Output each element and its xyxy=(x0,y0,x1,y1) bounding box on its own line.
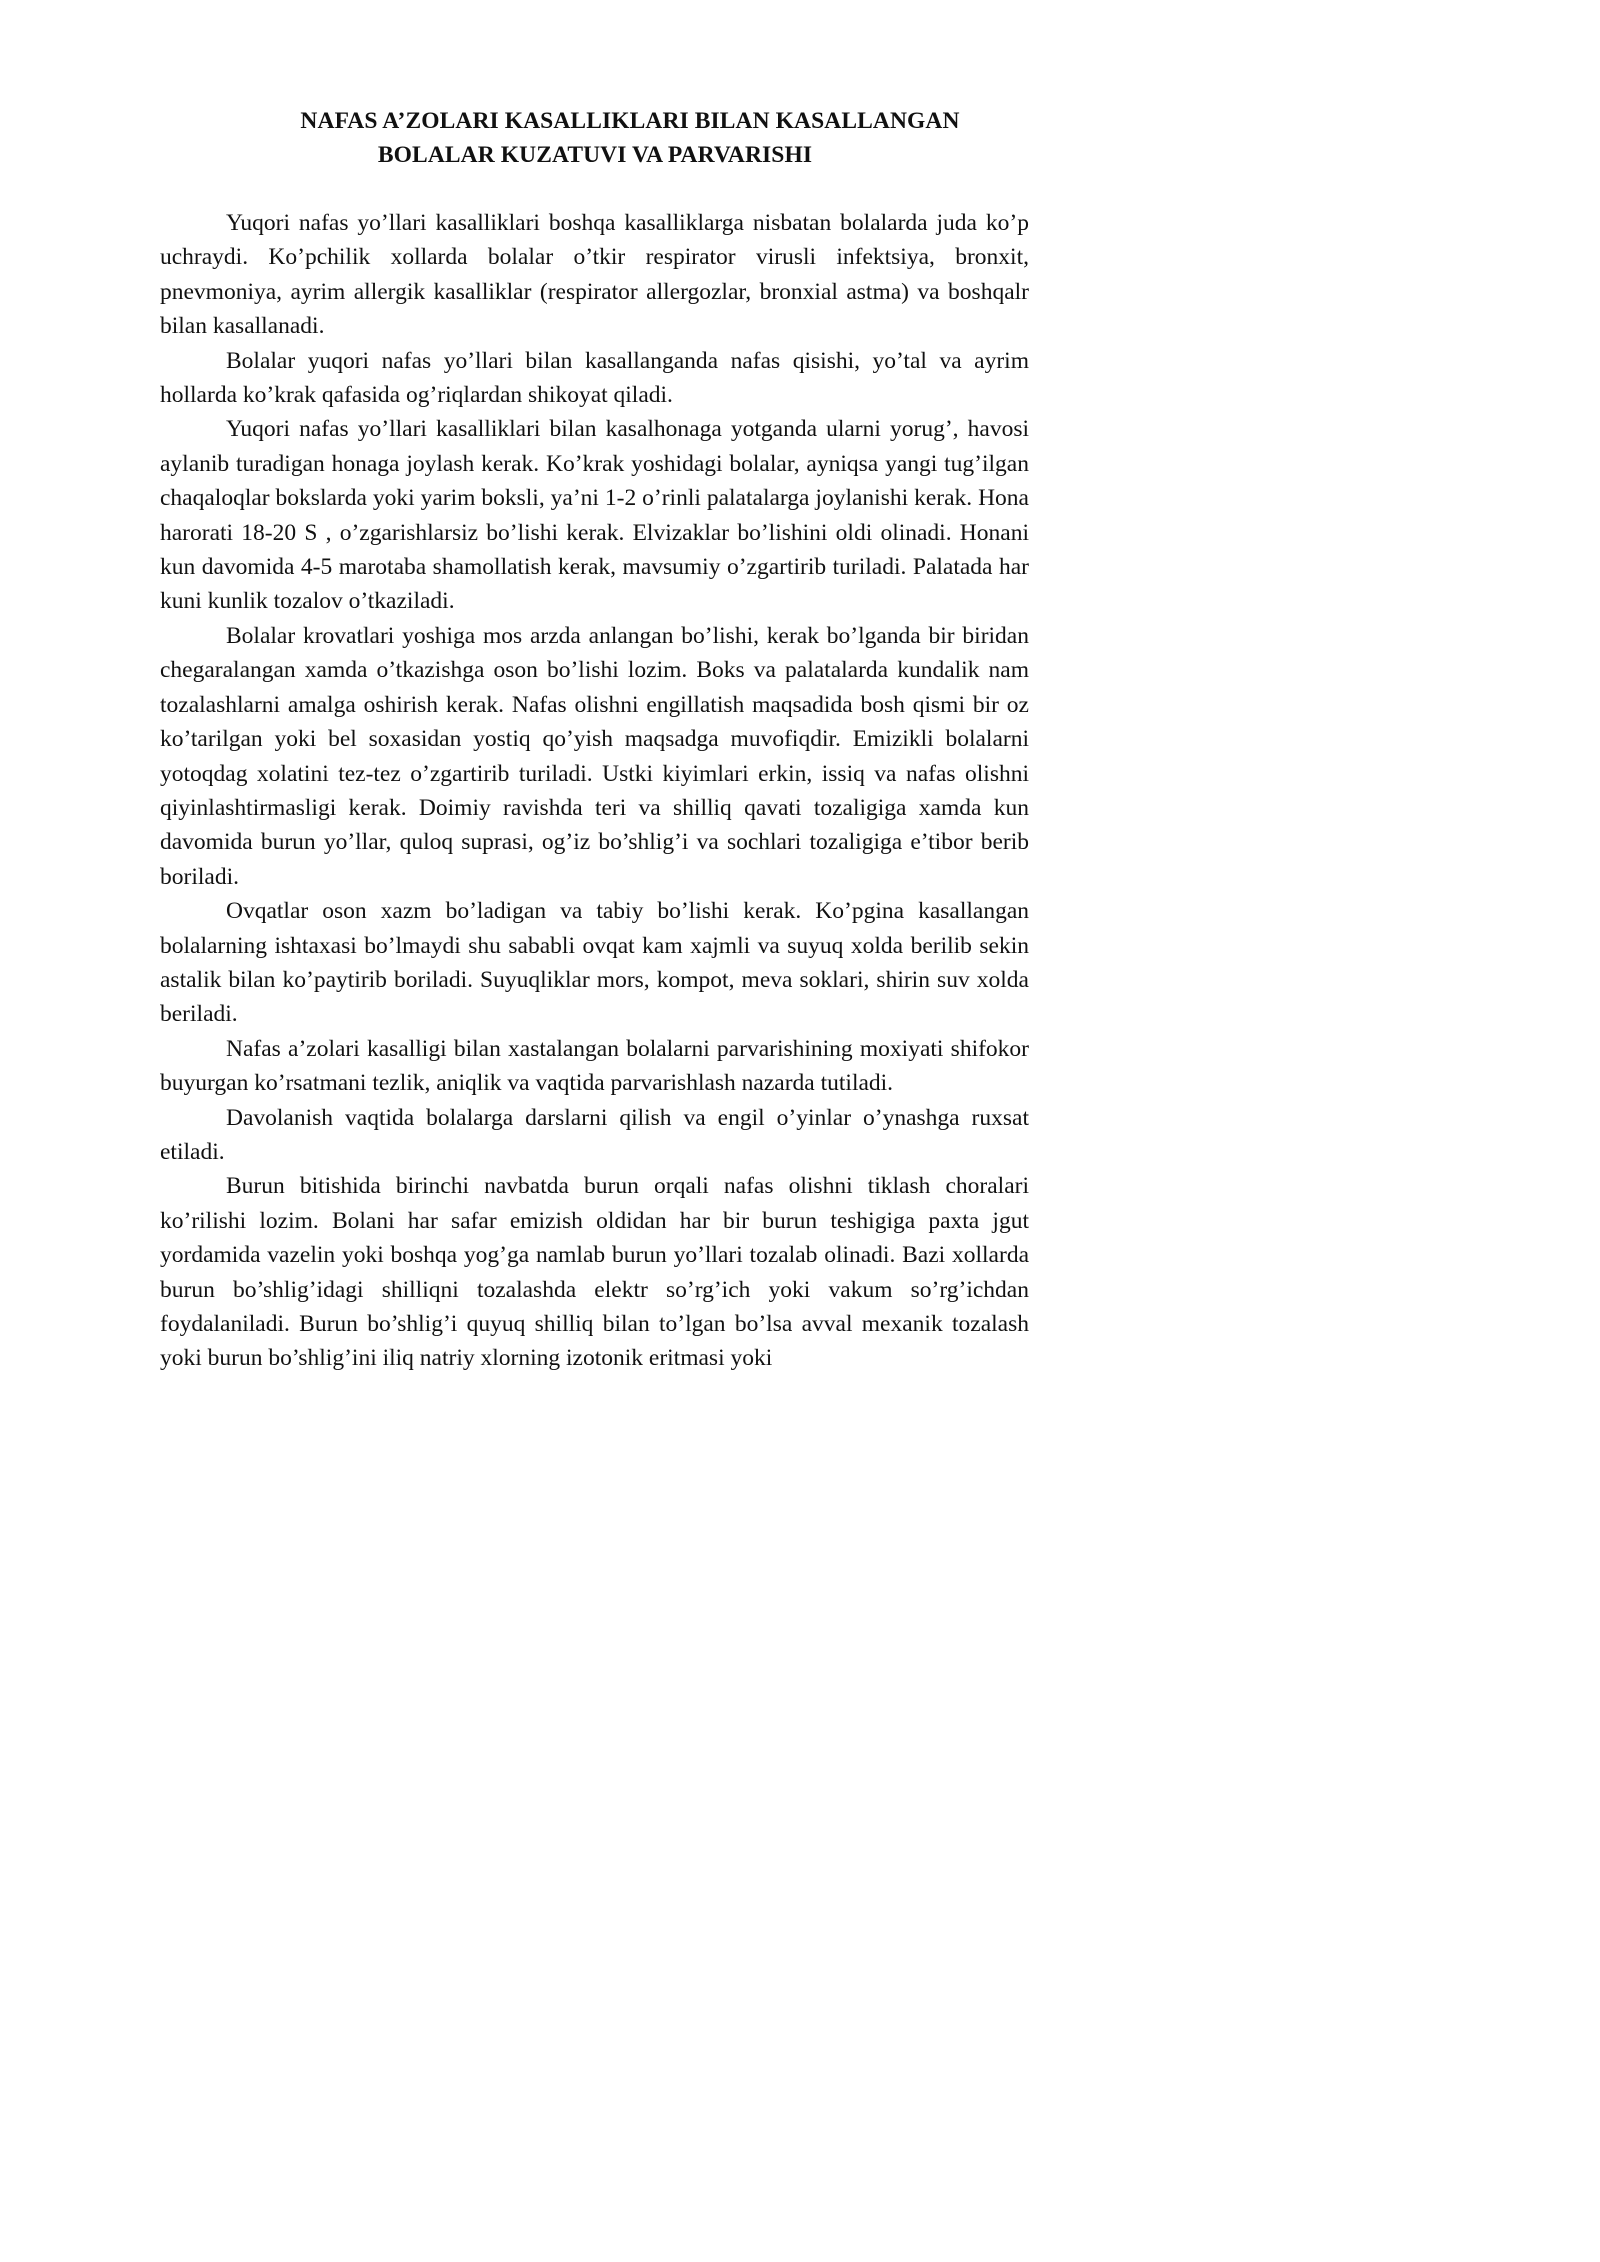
document-page xyxy=(0,0,1100,1556)
paragraph-1: Yuqori nafas yo’llari kasalliklari boshqa kasalliklarga nisbatan bolalarda juda ko’p uchraydi. Ko’pchilik xollarda bolalar o’tkir respirator virusli infektsiya, bronxit, pnevmoniya, ayrim allergik kasalliklar (respirator allergozlar, bronxial astma) va boshqalr bilan kasallanadi. xyxy=(160,210,1029,340)
paragraph-8: Burun bitishida birinchi navbatda burun orqali nafas olishni tiklash choralari ko’rilishi lozim. Bolani har safar emizish oldidan har bir burun teshigiga paxta jgut yordamida vazelin yoki boshqa yog’ga namlab burun yo’llari tozalab olinadi. Bazi xollarda burun bo’shlig’idagi shilliqni tozalashda elektr so’rg’ich yoki vakum so’rg’ichdan foydalaniladi. Burun bo’shlig’i quyuq shilliq bilan to’lgan bo’lsa avval mexanik tozalash yoki burun bo’shlig’ini iliq natriy xlorning izotonik eritmasi yoki xyxy=(160,1173,1029,1372)
paragraph-5: Ovqatlar oson xazm bo’ladigan va tabiy bo’lishi kerak. Ko’pgina kasallangan bolalarning ishtaxasi bo’lmaydi shu sababli ovqat kam xajmli va suyuq xolda berilib sekin astalik bilan ko’paytirib boriladi. Suyuqliklar mors, kompot, meva soklari, shirin suv xolda beriladi. xyxy=(160,898,1029,1028)
paragraph-2: Bolalar yuqori nafas yo’llari bilan kasallanganda nafas qisishi, yo’tal va ayrim hollarda ko’krak qafasida og’riqlardan shikoyat qiladi. xyxy=(160,347,1029,409)
title-line-1: NAFAS A’ZOLARI KASALLIKLARI BILAN KASALLANGAN xyxy=(300,108,960,134)
paragraph-6: Nafas a’zolari kasalligi bilan xastalangan bolalarni parvarishining moxiyati shifokor buyurgan ko’rsatmani tezlik, aniqlik va vaqtida parvarishlash nazarda tutiladi. xyxy=(160,1035,1029,1097)
document-body xyxy=(160,206,1029,1376)
paragraph-4: Bolalar krovatlari yoshiga mos arzda anlangan bo’lishi, kerak bo’lganda bir biridan chegaralangan xamda o’tkazishga oson bo’lishi lozim. Boks va palatalarda kundalik nam tozalashlarni amalga oshirish kerak. Nafas olishni engillatish maqsadida bosh qismi bir oz ko’tarilgan yoki bel soxasidan yostiq qo’yish maqsadga muvofiqdir. Emizikli bolalarni yotoqdag xolatini tez-tez o’zgartirib turiladi. Ustki kiyimlari erkin, issiq va nafas olishni qiyinlashtirmasligi kerak. Doimiy ravishda teri va shilliq qavati tozaligiga xamda kun davomida burun yo’llar, quloq suprasi, og’iz bo’shlig’i va sochlari tozaligiga e’tibor berib boriladi. xyxy=(160,622,1029,890)
paragraph-3: Yuqori nafas yo’llari kasalliklari bilan kasalhonaga yotganda ularni yorug’, havosi aylanib turadigan honaga joylash kerak. Ko’krak yoshidagi bolalar, ayniqsa yangi tug’ilgan chaqaloqlar bokslarda yoki yarim boksli, ya’ni 1-2 o’rinli palatalarga joylanishi kerak. Hona harorati 18-20 S , o’zgarishlarsiz bo’lishi kerak. Elvizaklar bo’lishini oldi olinadi. Honani kun davomida 4-5 marotaba shamollatish kerak, mavsumiy o’zgartirib turiladi. Palatada har kuni kunlik tozalov o’tkaziladi. xyxy=(160,416,1029,615)
document-title xyxy=(160,104,1030,172)
title-line-2: BOLALAR KUZATUVI VA PARVARISHI xyxy=(377,142,813,168)
paragraph-7: Davolanish vaqtida bolalarga darslarni qilish va engil o’yinlar o’ynashga ruxsat etiladi. xyxy=(160,1104,1029,1165)
